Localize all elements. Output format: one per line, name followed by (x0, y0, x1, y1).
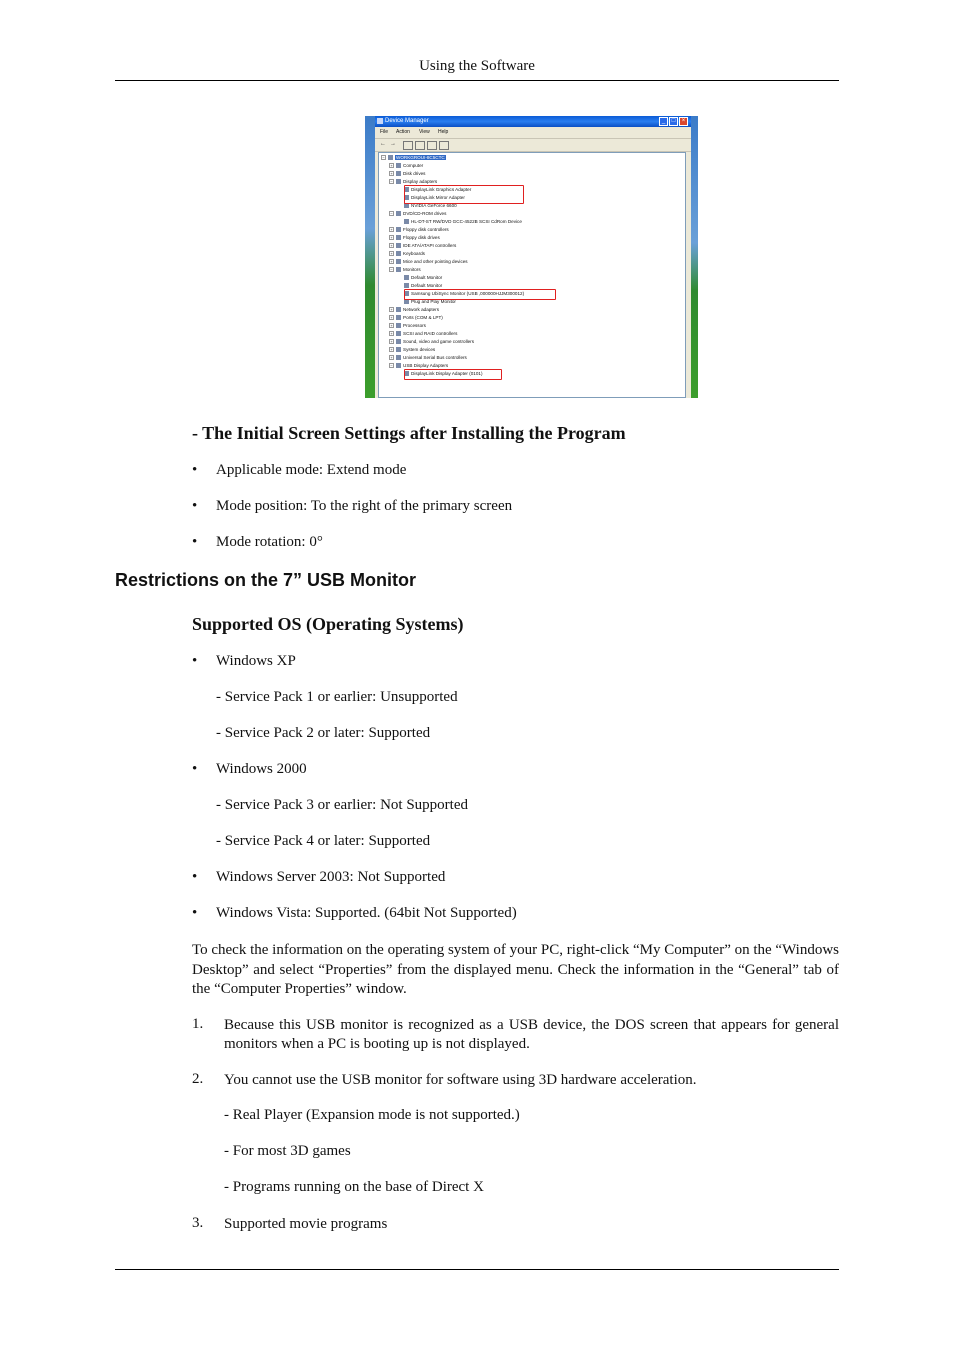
close-icon: × (679, 117, 688, 126)
device-label: DisplayLink Graphics Adapter (411, 187, 472, 192)
device-label: Keyboards (403, 251, 425, 256)
device-icon (404, 283, 409, 288)
device-icon (396, 339, 401, 344)
printer-icon (439, 141, 449, 150)
device-category[interactable] (389, 162, 423, 169)
initial-settings-heading: - The Initial Screen Settings after Installing the Program (192, 423, 626, 443)
device-icon (396, 179, 401, 184)
device-label: Display adapters (403, 179, 438, 184)
list-item-text: Mode position: To the right of the primary screen (216, 498, 513, 514)
device-icon (396, 235, 401, 240)
device-category[interactable] (389, 226, 449, 233)
bullet: • (192, 534, 198, 550)
expand-toggle-icon[interactable]: + (390, 347, 393, 353)
item-text: Because this USB monitor is recognized as a USB device, the DOS screen that appears for general monitors when a PC is booting up is not displayed. (224, 1017, 839, 1052)
os-xp-sp2: - Service Pack 2 or later: Supported (216, 725, 431, 741)
device-label: WORKGROUI-8C5CTC (396, 155, 445, 160)
device-entry[interactable] (397, 274, 442, 281)
device-tree (378, 152, 686, 398)
device-category[interactable] (389, 266, 421, 273)
item-text: You cannot use the USB monitor for software using 3D hardware acceleration. (224, 1072, 697, 1088)
os-windows-xp: Windows XP (216, 653, 296, 669)
device-label: Disk drives (403, 171, 426, 176)
device-label: HL-DT-ST RW/DVD GCC-4522B SCSI CdRom Device (411, 219, 522, 224)
device-icon (396, 267, 401, 272)
device-label: Sound, video and game controllers (403, 339, 474, 344)
page-header-title: Using the Software (419, 58, 535, 74)
expand-toggle-icon[interactable]: + (390, 251, 393, 257)
device-category[interactable] (389, 346, 435, 353)
device-label: Ports (COM & LPT) (403, 315, 443, 320)
device-label: Universal Serial Bus controllers (403, 355, 467, 360)
os-2000-sp3: - Service Pack 3 or earlier: Not Supported (216, 797, 469, 813)
menu-file: File (380, 129, 389, 135)
highlight-box (404, 369, 502, 380)
bullet: • (192, 761, 198, 777)
device-icon (396, 251, 401, 256)
sub-item-real-player: - Real Player (Expansion mode is not supported.) (224, 1107, 520, 1123)
device-label: NVIDIA GeForce 6600 (411, 203, 457, 208)
device-label: Samsung UbiSync Monitor (USB ,000000HJJM300012) (411, 291, 525, 296)
desktop-background-left (365, 116, 375, 398)
update-icon (415, 141, 425, 150)
check-os-paragraph: To check the information on the operating system of your PC, right-click “My Computer” on the “Windows Desktop” and select “Properties” from the displayed menu. Check the information in the “General” tab of the “Computer Properties” window. (192, 942, 839, 997)
device-icon (396, 171, 401, 176)
expand-toggle-icon[interactable]: + (390, 331, 393, 337)
window-menubar (375, 128, 691, 137)
os-xp-sp1: - Service Pack 1 or earlier: Unsupported (216, 689, 458, 705)
expand-toggle-icon[interactable]: + (390, 243, 393, 249)
expand-toggle-icon[interactable]: + (390, 235, 393, 241)
device-category[interactable] (389, 210, 446, 217)
device-icon (396, 355, 401, 360)
device-icon (388, 155, 393, 160)
os-windows-server-2003: Windows Server 2003: Not Supported (216, 869, 446, 885)
device-label: USB Display Adapters (403, 363, 449, 368)
device-icon (396, 243, 401, 248)
expand-toggle-icon[interactable]: + (390, 163, 393, 169)
os-windows-2000: Windows 2000 (216, 761, 307, 777)
device-entry[interactable] (397, 282, 442, 289)
device-category[interactable] (389, 362, 448, 369)
device-icon (404, 203, 409, 208)
device-label: Default Monitor (411, 275, 443, 280)
highlight-box (404, 289, 556, 300)
device-label: Monitors (403, 267, 421, 272)
device-icon (396, 323, 401, 328)
device-category[interactable] (389, 322, 426, 329)
desktop-background-right (691, 116, 698, 398)
forward-arrow-icon: → (390, 141, 396, 147)
device-label: System devices (403, 347, 436, 352)
back-arrow-icon: ← (380, 141, 386, 147)
device-icon (396, 227, 401, 232)
device-manager-icon (377, 118, 383, 124)
device-icon (404, 275, 409, 280)
device-category[interactable] (389, 338, 474, 345)
properties-icon (403, 141, 413, 150)
computer-root-node[interactable] (381, 154, 446, 161)
device-icon (396, 363, 401, 368)
device-category[interactable] (389, 242, 456, 249)
device-category[interactable] (389, 178, 437, 185)
item-number: 2. (192, 1071, 204, 1087)
device-manager-screenshot (365, 116, 698, 398)
expand-toggle-icon[interactable]: + (390, 355, 393, 361)
highlight-box (404, 185, 524, 204)
window-titlebar (375, 116, 691, 127)
device-category[interactable] (389, 258, 468, 265)
os-2000-sp4: - Service Pack 4 or later: Supported (216, 833, 431, 849)
device-entry[interactable] (397, 218, 522, 225)
window-title: Device Manager (385, 118, 429, 124)
device-label: Mice and other pointing devices (403, 259, 468, 264)
device-label: Network adapters (403, 307, 440, 312)
device-label: Floppy disk drives (403, 235, 440, 240)
sub-item-3d-games: - For most 3D games (224, 1143, 351, 1159)
device-category[interactable] (389, 250, 425, 257)
menu-action: Action (396, 129, 410, 135)
restrictions-heading: Restrictions on the 7” USB Monitor (115, 570, 417, 590)
device-label: DVD/CD-ROM drives (403, 211, 447, 216)
device-category[interactable] (389, 306, 439, 313)
footer-rule (115, 1269, 839, 1270)
scan-icon (427, 141, 437, 150)
expand-toggle-icon[interactable]: + (390, 171, 393, 177)
bullet: • (192, 905, 198, 921)
device-icon (396, 163, 401, 168)
bullet: • (192, 653, 198, 669)
device-category[interactable] (389, 170, 425, 177)
expand-toggle-icon[interactable]: − (390, 179, 393, 185)
expand-toggle-icon[interactable]: − (390, 363, 393, 369)
device-label: Default Monitor (411, 283, 443, 288)
device-category[interactable] (389, 234, 440, 241)
header-rule (115, 80, 839, 81)
expand-toggle-icon[interactable]: + (390, 339, 393, 345)
bullet: • (192, 498, 198, 514)
expand-toggle-icon[interactable]: + (390, 315, 393, 321)
os-windows-vista: Windows Vista: Supported. (64bit Not Supported) (216, 905, 517, 921)
expand-toggle-icon[interactable]: + (390, 227, 393, 233)
bullet: • (192, 462, 198, 478)
device-label: DisplayLink Mirror Adapter (411, 195, 465, 200)
device-icon (396, 347, 401, 352)
list-item-text: Mode rotation: 0° (216, 534, 323, 550)
item-text: Supported movie programs (224, 1216, 388, 1232)
device-label: Computer (403, 163, 424, 168)
device-icon (404, 219, 409, 224)
minimize-icon: _ (659, 117, 668, 126)
menu-help: Help (438, 129, 449, 135)
device-icon (396, 315, 401, 320)
item-number: 1. (192, 1016, 204, 1032)
device-category[interactable] (389, 354, 467, 361)
list-item-text: Applicable mode: Extend mode (216, 462, 407, 478)
device-label: DisplayLink Display Adapter (0101) (411, 371, 483, 376)
menu-view: View (419, 129, 430, 135)
device-label: IDE ATA/ATAPI controllers (403, 243, 457, 248)
expand-toggle-icon[interactable]: + (390, 323, 393, 329)
device-icon (396, 211, 401, 216)
expand-toggle-icon[interactable]: − (390, 267, 393, 273)
maximize-icon: □ (669, 117, 678, 126)
item-number: 3. (192, 1215, 204, 1231)
device-icon (404, 299, 409, 304)
device-label: Plug and Play Monitor (411, 299, 456, 304)
device-label: Floppy disk controllers (403, 227, 449, 232)
device-manager-window (375, 116, 691, 398)
device-category[interactable] (389, 330, 457, 337)
device-icon (396, 331, 401, 336)
expand-toggle-icon[interactable]: + (390, 307, 393, 313)
device-label: SCSI and RAID controllers (403, 331, 458, 336)
expand-toggle-icon[interactable]: − (382, 155, 385, 161)
expand-toggle-icon[interactable]: + (390, 259, 393, 265)
device-icon (396, 259, 401, 264)
bullet: • (192, 869, 198, 885)
window-toolbar (375, 138, 691, 152)
device-category[interactable] (389, 314, 443, 321)
expand-toggle-icon[interactable]: − (390, 211, 393, 217)
device-label: Processors (403, 323, 426, 328)
sub-item-direct-x: - Programs running on the base of Direct X (224, 1179, 484, 1195)
device-icon (396, 307, 401, 312)
supported-os-heading: Supported OS (Operating Systems) (192, 614, 464, 634)
